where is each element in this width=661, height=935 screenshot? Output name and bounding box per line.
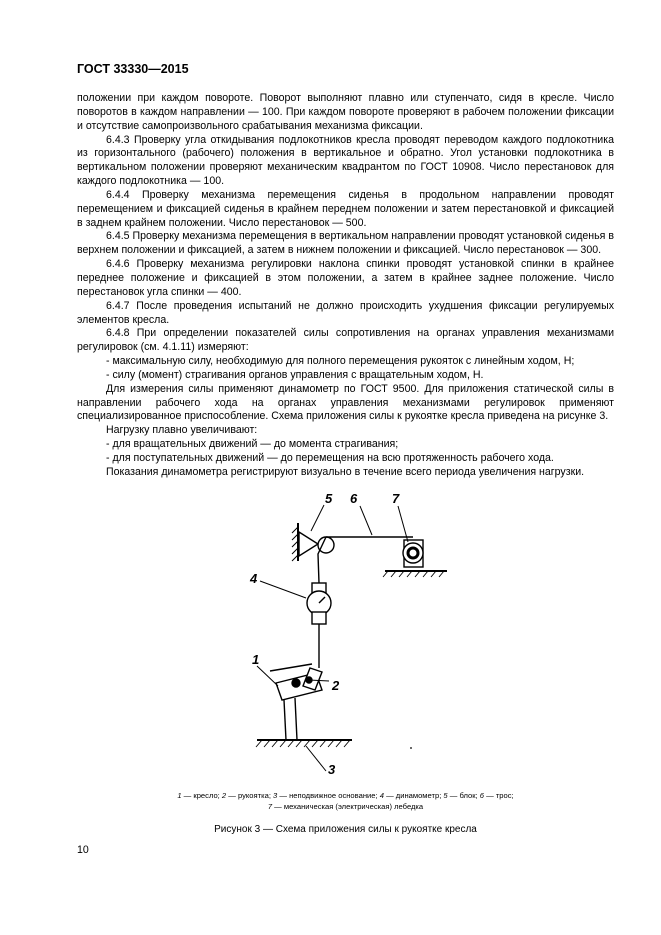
label-2: 2 [332, 678, 340, 693]
legend-text: — динамометр; [383, 791, 444, 800]
label-4: 4 [250, 571, 258, 586]
legend-number: 5 [443, 791, 448, 800]
legend-number: 1 [177, 791, 182, 800]
paragraph: Нагрузку плавно увеличивают: [106, 424, 258, 437]
label-7: 7 [392, 491, 400, 506]
dot-mark [410, 747, 412, 749]
legend-text: — кресло; [181, 791, 222, 800]
legend-text: — рукоятка; [226, 791, 274, 800]
paragraph: 6.4.8 При определении показателей силы сопротивления на органах управления механизмами регулировок (см. 4.1.11) измеряют: [77, 327, 614, 354]
fixed-base [256, 740, 352, 747]
winch [383, 540, 447, 577]
paragraph: 6.4.6 Проверку механизма регулировки наклона спинки проводят установкой спинки в крайнее переднее положение и фиксацией в этом положении, а затем в крайнее заднее положение. Число перестановок угла спинки — 400. [77, 258, 614, 298]
legend-number: 2 [221, 791, 227, 800]
paragraph: Показания динамометра регистрируют визуально в течение всего периода увеличения нагрузки. [106, 465, 585, 478]
label-1: 1 [252, 652, 260, 667]
force-application-diagram [0, 486, 661, 786]
document-header: ГОСТ 33330—2015 [77, 62, 189, 76]
figure-caption: Рисунок 3 — Схема приложения силы к рукоятке кресла [214, 824, 477, 835]
legend-number: 7 [267, 802, 273, 811]
legend-number: 3 [273, 791, 278, 800]
wall-mount [292, 523, 298, 561]
legend-number: 4 [379, 791, 384, 800]
body-text [77, 92, 614, 480]
page-number: 10 [77, 844, 89, 856]
pulley-block [299, 532, 334, 556]
paragraph: Для измерения силы применяют динамометр по ГОСТ 9500. Для приложения статической силы в направлении рабочего хода на органах управления механизмами регулировок применяют специализированное приспособление. Схема приложения силы к рукоятке кресла приведена на рисунке 3. [77, 382, 614, 423]
legend-text: — неподвижное основание; [277, 791, 380, 800]
paragraph: 6.4.5 Проверку механизма перемещения в вертикальном направлении проводят установкой сиденья в верхнем положении и фиксацией, а затем в нижнем положении и фиксацией. Число перестановок — 300. [77, 230, 614, 257]
list-item: - силу (момент) страгивания органов управления с вращательным ходом, Н. [106, 368, 484, 381]
list-item: - для вращательных движений — до момента страгивания; [106, 438, 399, 451]
legend-number: 6 [479, 791, 484, 800]
legend-text: — блок; [447, 791, 480, 800]
legend-text: — механическая (электрическая) лебедка [272, 802, 424, 811]
label-3: 3 [328, 762, 336, 777]
paragraph: 6.4.4 Проверку механизма перемещения сиденья в продольном направлении проводят перемещением и фиксацией сиденья в крайнем переднем положении и затем перестановкой и фиксацией в заднем крайнем положении. Число перестановок — 500. [77, 188, 614, 229]
legend-text: — трос; [484, 791, 514, 800]
figure-legend [77, 790, 614, 812]
label-6: 6 [350, 491, 358, 506]
paragraph: 6.4.3 Проверку угла откидывания подлокотников кресла проводят переводом каждого подлокотника из горизонтального (рабочего) положения в вертикальное и обратно. Угол установки подлокотника в вертикальном положении проверяют механическим квадрантом по ГОСТ 10908. Число перестановок для каждого подлокотника — 100. [77, 133, 614, 188]
paragraph: положении при каждом повороте. Поворот выполняют плавно или ступенчато, сидя в кресле. Число поворотов в каждом направлении — 100. При каждом повороте проверяют в рабочем положении фиксации и отсутствие самопроизвольного срабатывания механизма фиксации. [77, 92, 614, 132]
label-5: 5 [325, 491, 333, 506]
list-item: - для поступательных движений — до перемещения на всю протяженность рабочего хода. [106, 451, 554, 464]
list-item: - максимальную силу, необходимую для полного перемещения рукояток с линейным ходом, Н; [106, 355, 575, 368]
paragraph: 6.4.7 После проведения испытаний не должно происходить ухудшения фиксации регулируемых элементов кресла. [77, 299, 614, 326]
dynamometer [307, 583, 331, 668]
